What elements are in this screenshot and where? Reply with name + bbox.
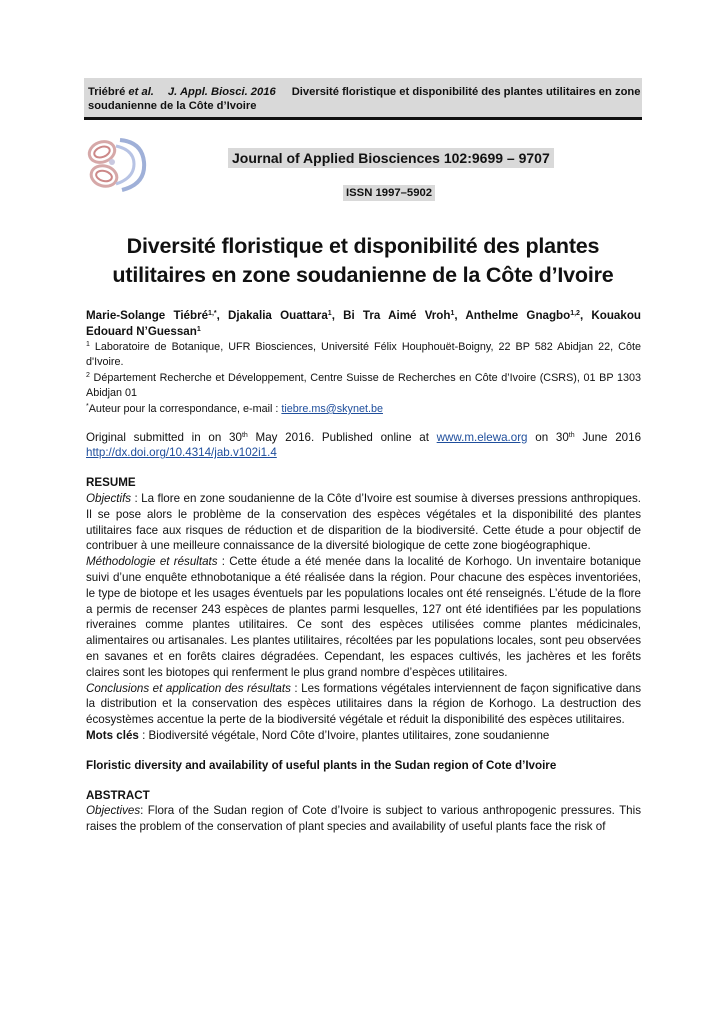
header-journal-abbrev: J. Appl. Biosci. 2016 (167, 86, 276, 98)
submission-info: Original submitted in on 30th May 2016. Published online at www.m.elewa.org on 30th June 2016 http://dx.doi.org/10.4314/jab.v102i1.4 (86, 430, 642, 460)
header-et-al: et al. (128, 86, 154, 98)
resume-conclusions: Conclusions et application des résultats : Les formations végétales interviennent de façon significative dans la distribution et la conservation des espèces utilitaires dans la région de Korhogo. La destruction des écosystèmes accentue la perte de la biodiversité végétale et réduit la disponibilité des espèces utilitaires. (86, 681, 641, 727)
english-title: Floristic diversity and availability of useful plants in the Sudan region of Cote d’Ivoire (86, 758, 557, 772)
resume-objectifs: Objectifs : La flore en zone soudanienne de la Côte d’Ivoire est soumise à diverses pressions anthropiques. Il se pose alors le problème de la conservation des espèces végétales et la disponibilité des plantes utilitaires face aux risques de réduction et de disparition de la biodiversité. Cette étude a pour objectif de contribuer à une meilleure connaissance de la diversité biologique de cette zone biogéographique. (86, 491, 641, 553)
running-header (84, 78, 642, 120)
doi-link[interactable]: http://dx.doi.org/10.4314/jab.v102i1.4 (86, 446, 277, 460)
author-list: Marie-Solange Tiébré$^{1,*}$, Djakalia Ouattara$^1$, Bi Tra Aimé Vroh$^1$, Anthelme Gnagbo$^{1,2}$, Kouakou Edouard N’Guessan$^1$ (86, 309, 641, 338)
journal-name: Journal of Applied Biosciences 102:9699 – 9707 (228, 148, 554, 168)
resume-mots-cles: Mots clés : Biodiversité végétale, Nord Côte d’Ivoire, plantes utilitaires, zone soudanienne (86, 728, 550, 742)
title-line1: Diversité floristique et disponibilité des plantes (126, 234, 600, 258)
header-title-line1: Diversité floristique et disponibilité des plantes utilitaires en zone (291, 86, 641, 98)
header-title-line2: soudanienne de la Côte d’Ivoire (88, 100, 257, 112)
journal-logo-icon (82, 132, 156, 198)
journal-website-link[interactable]: www.m.elewa.org (436, 430, 528, 444)
resume-heading: RESUME (86, 476, 136, 490)
affiliation-1: $^1$ Laboratoire de Botanique, UFR Biosciences, Université Félix Houphouët-Boigny, 22 BP 582 Abidjan 22, Côte d'Ivoire. (86, 340, 641, 369)
abstract-objectives: Objectives: Flora of the Sudan region of Cote d’Ivoire is subject to various anthropogenic pressures. This raises the problem of the conservation of plant species and availability of useful plants face the risk of (86, 804, 641, 834)
title-line2: utilitaires en zone soudanienne de la Côte d’Ivoire (112, 263, 614, 287)
corresponding-email-link[interactable]: tiebre.ms@skynet.be (281, 402, 383, 415)
abstract-heading: ABSTRACT (86, 788, 150, 802)
paper-body (86, 308, 641, 835)
affiliation-2: $^2$ Département Recherche et Développement, Centre Suisse de Recherches en Côte d’Ivoire (CSRS), 01 BP 1303 Abidjan 01 (86, 371, 641, 400)
paper-title (84, 232, 642, 290)
corresponding-author: *Auteur pour la correspondance, e-mail : tiebre.ms@skynet.be (86, 402, 383, 415)
header-authors: Triébré (88, 86, 126, 98)
journal-issn: ISSN 1997–5902 (343, 185, 435, 201)
resume-methodologie: Méthodologie et résultats : Cette étude a été menée dans la localité de Korhogo. Un inventaire botanique suivi d’une enquête ethnobotanique a été réalisée dans la région. Pour chacune des espèces inventoriées, le type de biotope et les usages éventuels par les populations locales ont été renseignés. L’étude de la flore a permis de recenser 243 espèces de plantes parmi lesquelles, 127 ont été identifiées par les populations riveraines comme plantes utilitaires. Ce sont des espèces utilisées comme plantes médicinales, alimentaires ou artisanales. Les plantes utilitaires, récoltées par les populations locales, sont peu observées en savanes et en forêts claires dégradées. Cependant, les espaces cultivés, les jachères et les forêts claires sont les biotopes qui renferment le plus grand nombre d’espèces utilitaires. (86, 555, 641, 679)
